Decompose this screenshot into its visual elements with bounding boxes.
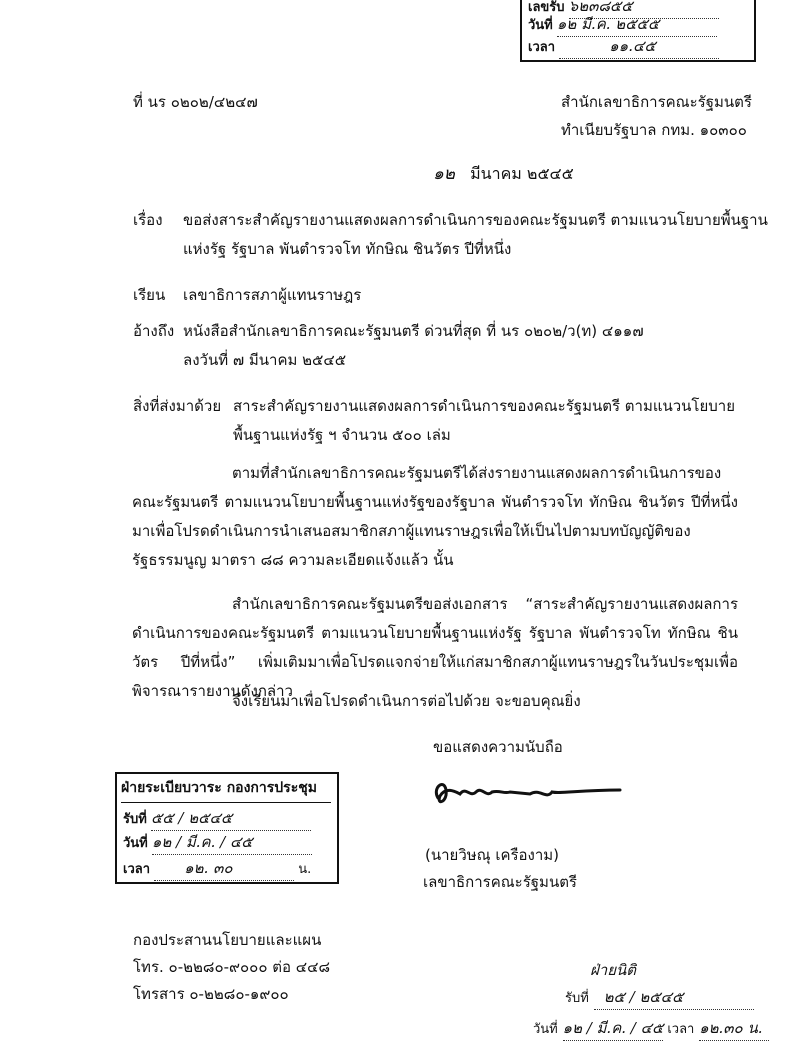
enclosure-line-1: สาระสำคัญรายงานแสดงผลการดำเนินการของคณะรัฐมนตรี ตามแนวนโยบาย — [233, 397, 736, 415]
reference-label: อ้างถึง — [133, 322, 175, 340]
stamp-label: เวลา — [667, 1022, 695, 1037]
reference-line-2: ลงวันที่ ๗ มีนาคม ๒๕๔๕ — [183, 351, 347, 369]
reference-number: ที่ นร ๐๒๐๒/๔๒๔๗ — [133, 93, 258, 111]
stamp-row-number — [123, 806, 311, 831]
signature — [430, 768, 630, 818]
legal-stamp-row-number — [565, 985, 754, 1010]
stamp-row-date — [123, 830, 312, 855]
reference-line-1: หนังสือสำนักเลขาธิการคณะรัฐมนตรี ด่วนที่สุด ที่ นร ๐๒๐๒/ว(ท) ๔๑๑๗ — [183, 322, 644, 340]
stamp-unit: น. — [298, 862, 312, 877]
enclosure-label: สิ่งที่ส่งมาด้วย — [133, 397, 222, 415]
stamp-label: รับที่ — [565, 991, 589, 1006]
stamp-title: ฝ่ายระเบียบวาระ กองการประชุม — [121, 777, 331, 803]
stamp-label: รับที่ — [123, 812, 147, 827]
footer-division: กองประสานนโยบายและแผน — [133, 931, 322, 949]
stamp-value: ๑๒ มี.ค. ๒๕๕๕ — [557, 12, 717, 37]
signature-mark — [430, 768, 630, 818]
closing-regards: ขอแสดงความนับถือ — [433, 738, 563, 756]
subject-line-2: แห่งรัฐ รัฐบาล พันตำรวจโท ทักษิณ ชินวัตร ปีที่หนึ่ง — [183, 240, 512, 258]
enclosure-line-2: พื้นฐานแห่งรัฐ ฯ จำนวน ๕๐๐ เล่ม — [233, 426, 451, 444]
stamp-value: ๑๒ / มี.ค. / ๔๕ — [563, 1016, 663, 1041]
stamp-row-time — [123, 856, 311, 881]
footer-phone: โทร. ๐-๒๒๘๐-๙๐๐๐ ต่อ ๔๔๘ — [133, 958, 331, 976]
meeting-division-stamp — [115, 772, 339, 884]
legal-stamp-row-date — [533, 1016, 769, 1041]
office-address: ทำเนียบรัฐบาล กทม. ๑๐๓๐๐ — [561, 121, 747, 139]
subject-label: เรื่อง — [133, 211, 163, 229]
footer-fax: โทรสาร ๐-๒๒๘๐-๑๙๐๐ — [133, 985, 289, 1003]
stamp-value: ๑๒.๓๐ น. — [699, 1016, 769, 1041]
stamp-value: ๖๒๓๘๕๕ — [569, 0, 719, 19]
stamp-label: วันที่ — [533, 1022, 558, 1037]
legal-stamp-title: ฝ่ายนิติ — [590, 961, 636, 979]
body-paragraph-2: สำนักเลขาธิการคณะรัฐมนตรีขอส่งเอกสาร “สาระสำคัญรายงานแสดงผลการดำเนินการของคณะรัฐมนตรี ตามแนวนโยบายพื้นฐานแห่งรัฐ รัฐบาล พันตำรวจโท ทักษิณ ชินวัตร ปีที่หนึ่ง” เพิ่มเติมมาเพื่อโปรดแจกจ่ายให้แก่สมาชิกสภาผู้แทนราษฎรในวันประชุมเพื่อพิจารณารายงานดังกล่าว — [132, 595, 738, 700]
letter-date — [433, 160, 574, 187]
stamp-label: เวลา — [123, 862, 151, 877]
body-paragraph-1: ตามที่สำนักเลขาธิการคณะรัฐมนตรีได้ส่งรายงานแสดงผลการดำเนินการของคณะรัฐมนตรี ตามแนวนโยบายพื้นฐานแห่งรัฐของรัฐบาล พันตำรวจโท ทักษิณ ชินวัตร ปีที่หนึ่ง มาเพื่อโปรดดำเนินการนำเสนอสมาชิกสภาผู้แทนราษฎรเพื่อให้เป็นไปตามบทบัญญัติของรัฐธรรมนูญ มาตรา ๘๘ ความละเอียดแจ้งแล้ว นั้น — [132, 464, 738, 569]
stamp-value: ๑๑.๔๕ — [559, 34, 719, 59]
received-stamp-top — [520, 0, 756, 62]
stamp-label: เวลา — [528, 40, 556, 55]
stamp-label: เลขรับ — [528, 0, 565, 15]
signer-name: (นายวิษณุ เครืองาม) — [425, 846, 560, 864]
stamp-value: ๑๒. ๓๐ — [154, 856, 294, 881]
stamp-label: วันที่ — [123, 836, 148, 851]
stamp-label: วันที่ — [528, 18, 553, 33]
date-day: ๑๒ — [433, 164, 455, 184]
subject-line-1: ขอส่งสาระสำคัญรายงานแสดงผลการดำเนินการของคณะรัฐมนตรี ตามแนวนโยบายพื้นฐาน — [183, 211, 768, 229]
stamp-value: ๑๒ / มี.ค. / ๔๕ — [152, 830, 312, 855]
date-month-year: มีนาคม ๒๕๔๕ — [470, 164, 574, 183]
recipient-label: เรียน — [133, 286, 166, 304]
office-name: สำนักเลขาธิการคณะรัฐมนตรี — [561, 93, 752, 111]
recipient: เลขาธิการสภาผู้แทนราษฎร — [183, 286, 362, 304]
signer-title: เลขาธิการคณะรัฐมนตรี — [423, 873, 577, 891]
body-paragraph-3: จึงเรียนมาเพื่อโปรดดำเนินการต่อไปด้วย จะขอบคุณยิ่ง — [232, 692, 581, 710]
stamp-row-time — [528, 34, 719, 59]
stamp-value: ๒๕ / ๒๕๔๕ — [594, 985, 754, 1010]
stamp-value: ๕๕ / ๒๕๔๕ — [151, 806, 311, 831]
